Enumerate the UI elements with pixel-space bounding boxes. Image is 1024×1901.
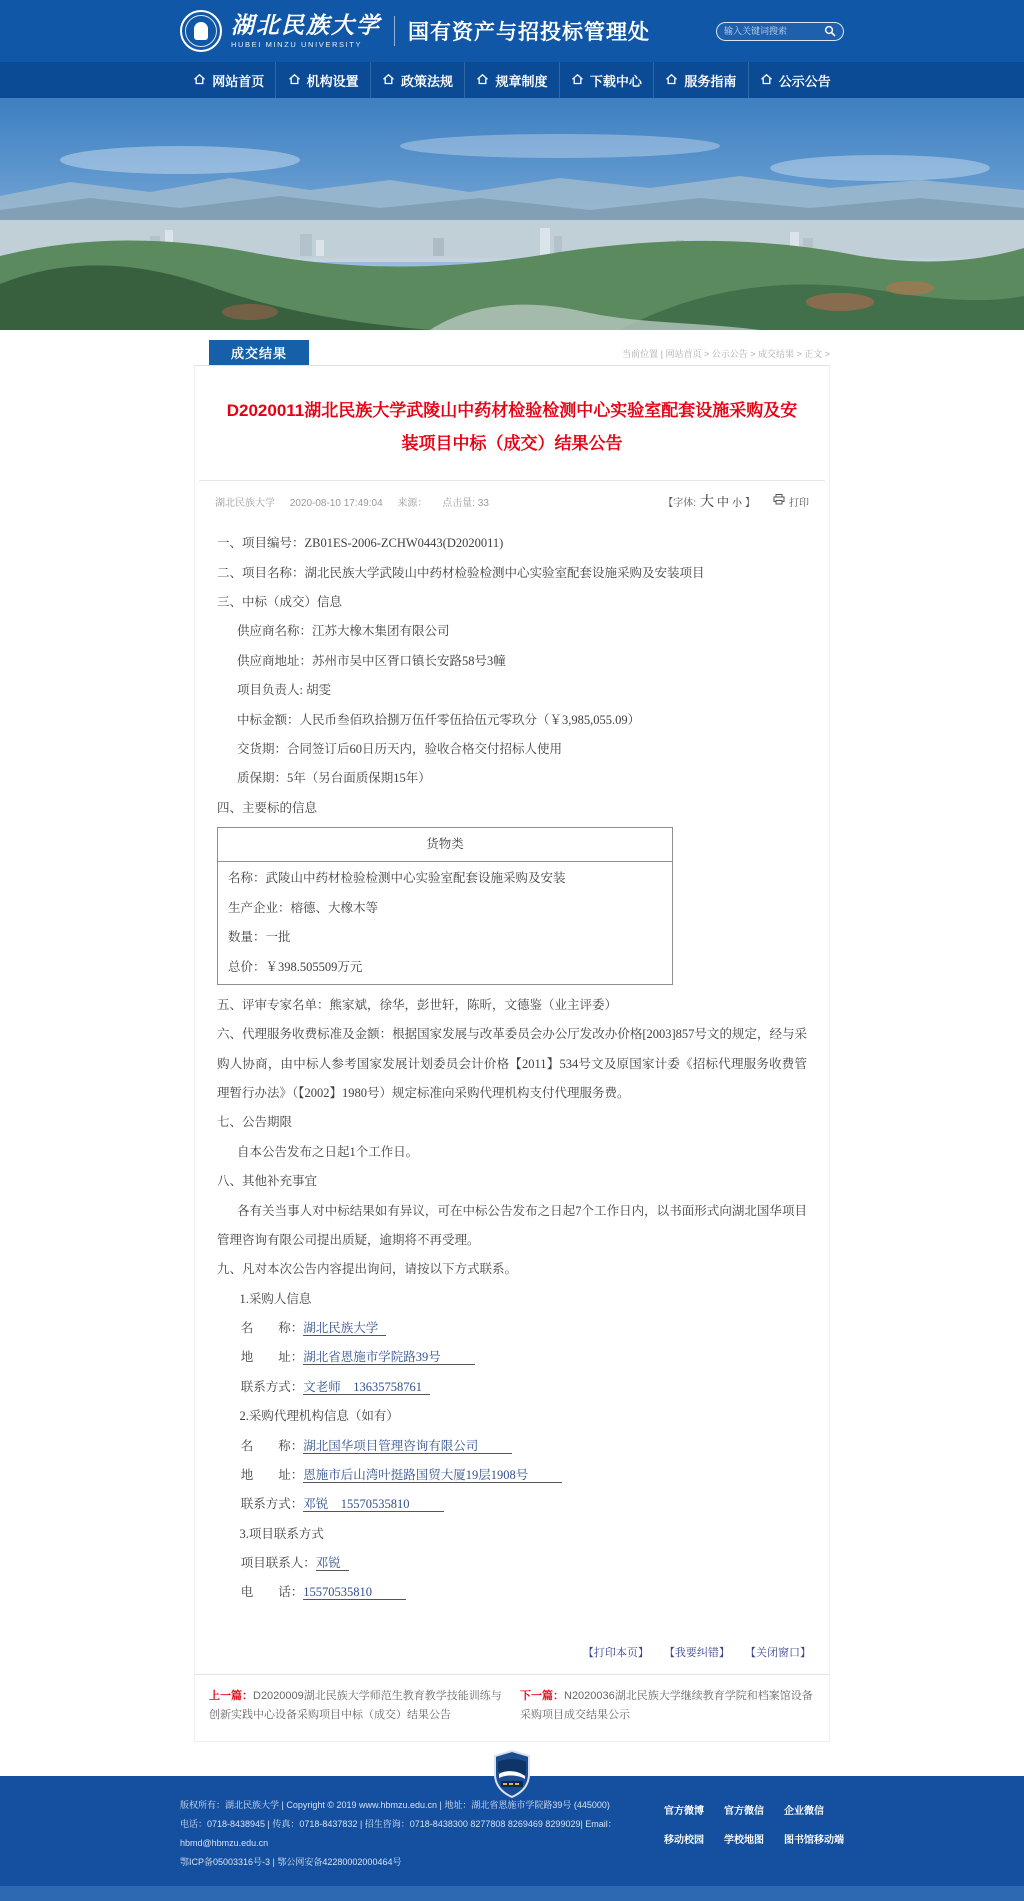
footer-link-library-mobile[interactable]: 图书馆移动端 [784, 1835, 844, 1847]
goods-row-quantity: 数量：一批 [228, 930, 291, 945]
paragraph-project-manager: 项目负责人: 胡雯 [237, 683, 332, 698]
contact-label: 名 称： [240, 1438, 304, 1453]
tab-deal-results: 成交结果 [209, 340, 309, 365]
nav-item-org[interactable] [275, 62, 369, 98]
search-input[interactable] [724, 26, 824, 36]
print-button[interactable] [773, 494, 809, 509]
footer-link-campus-map[interactable]: 学校地图 [724, 1835, 764, 1847]
contact-label: 项目联系人： [240, 1556, 316, 1571]
prev-label: 上一篇： [209, 1689, 253, 1702]
nav-label: 政策法规 [401, 73, 454, 89]
contact-value: 邓锐 [316, 1556, 349, 1571]
contact-label: 地 址： [240, 1350, 304, 1365]
nav-item-download[interactable] [559, 62, 653, 98]
header-divider [394, 16, 395, 46]
home-icon [665, 73, 678, 88]
paragraph-award-amount: 中标金额：人民币叁佰玖拾捌万伍仟零伍拾伍元零玖分（￥3,985,055.09） [237, 712, 641, 727]
article-actions [195, 1634, 829, 1674]
paragraph-objection-note: 各有关当事人对中标结果如有异议，可在中标公告发布之日起7个工作日内，以书面形式向湖北国华项目管理咨询有限公司提出质疑，逾期将不再受理。 [217, 1203, 807, 1247]
goods-table-header: 货物类 [218, 828, 672, 862]
nav-label: 机构设置 [306, 73, 359, 89]
font-control-prefix: 【字体: [663, 497, 696, 509]
nav-item-policy[interactable] [370, 62, 464, 98]
nav-item-home[interactable] [182, 62, 275, 98]
meta-source-label: 来源： [397, 497, 428, 509]
contact-value: 湖北民族大学 [303, 1321, 386, 1336]
banner-image [0, 98, 1024, 330]
printer-icon [773, 494, 785, 508]
contact-row [217, 1432, 807, 1461]
next-article-link[interactable] [520, 1687, 815, 1726]
contact-section-buyer: 1.采购人信息 [239, 1291, 312, 1306]
footer-contact-line: 电话：0718-8438945 | 传真：0718-8437832 | 招生咨询：0718-8438300 8277808 8269469 8299029| Email：hbmd@hbmzu.edu.cn [180, 1819, 617, 1849]
paragraph-supplementary: 八、其他补充事宜 [217, 1174, 318, 1189]
footer-link-wechat[interactable]: 官方微信 [724, 1806, 764, 1818]
goods-row-name: 名称：武陵山中药材检验检测中心实验室配套设施采购及安装 [228, 871, 566, 886]
contact-row [217, 1314, 807, 1343]
paragraph-supplier-address: 供应商地址：苏州市吴中区胥口镇长安路58号3幢 [237, 653, 506, 668]
meta-source-site: 湖北民族大学 [215, 497, 275, 509]
paragraph-main-subject: 四、主要标的信息 [217, 800, 318, 815]
footer-bottom-strip [0, 1886, 1024, 1901]
prev-next-nav [195, 1674, 829, 1742]
goods-row-manufacturer: 生产企业：榕德、大橡木等 [228, 900, 379, 915]
home-icon [571, 73, 584, 88]
contact-row [217, 1490, 807, 1519]
print-label: 打印 [789, 497, 809, 509]
print-page-button[interactable]: 【打印本页】 [582, 1646, 649, 1659]
close-window-button[interactable]: 【关闭窗口】 [745, 1646, 811, 1659]
nav-label: 网站首页 [212, 73, 265, 89]
report-error-button[interactable]: 【我要纠错】 [663, 1646, 730, 1659]
nav-item-rules[interactable] [464, 62, 558, 98]
home-icon [382, 73, 395, 88]
contact-value: 湖北省恩施市学院路39号 [303, 1350, 475, 1365]
home-icon [193, 73, 206, 88]
font-control-suffix: 】 [745, 498, 755, 510]
contact-row [217, 1461, 807, 1490]
nav-label: 下载中心 [589, 73, 642, 89]
meta-hits: 点击量: 33 [442, 497, 489, 509]
content-area [194, 330, 830, 1742]
nav-label: 服务指南 [684, 73, 737, 89]
contact-label: 联系方式： [240, 1379, 304, 1394]
prev-text: D2020009湖北民族大学师范生教育教学技能训练与创新实践中心设备采购项目中标（成交）结果公告 [209, 1689, 502, 1722]
font-size-large-button[interactable]: 大 [699, 493, 714, 510]
contact-label: 名 称： [240, 1321, 304, 1336]
meta-datetime: 2020-08-10 17:49:04 [289, 497, 383, 509]
home-icon [288, 73, 301, 88]
footer-link-weibo[interactable]: 官方微博 [664, 1806, 704, 1818]
footer-copyright-line: 版权所有：湖北民族大学 | Copyright © 2019 www.hbmzu.edu.cn | 地址：湖北省恩施市学院路39号 (445000) [180, 1800, 610, 1811]
contact-row [217, 1578, 807, 1607]
breadcrumb[interactable]: 当前位置 | 网站首页 > 公示公告 > 成交结果 > 正文 > [622, 349, 830, 359]
site-header [0, 0, 1024, 62]
contact-value: 文老师 13635758761 [303, 1380, 430, 1395]
university-name-cn: 湖北民族大学 [231, 11, 381, 39]
university-name-block [231, 13, 381, 50]
contact-value: 湖北国华项目管理咨询有限公司 [303, 1439, 512, 1454]
paragraph-project-name: 二、项目名称：湖北民族大学武陵山中药材检验检测中心实验室配套设施采购及安装项目 [217, 565, 705, 580]
paragraph-announcement-period: 七、公告期限 [217, 1115, 293, 1130]
paragraph-period-note: 自本公告发布之日起1个工作日。 [237, 1144, 419, 1159]
paragraph-supplier-name: 供应商名称：江苏大橡木集团有限公司 [237, 624, 450, 639]
next-text: N2020036湖北民族大学继续教育学院和档案馆设备采购项目成交结果公示 [520, 1689, 813, 1722]
prev-article-link[interactable] [209, 1687, 504, 1726]
paragraph-project-no: 一、项目编号：ZB01ES-2006-ZCHW0443(D2020011) [217, 536, 504, 551]
site-title: 国有资产与招投标管理处 [408, 19, 650, 44]
paragraph-award-info: 三、中标（成交）信息 [217, 595, 343, 610]
contact-value: 邓锐 15570535810 [303, 1497, 443, 1512]
site-footer [0, 1776, 1024, 1901]
paragraph-delivery: 交货期：合同签订后60日历天内，验收合格交付招标人使用 [237, 741, 563, 756]
home-icon [476, 73, 489, 88]
contact-label: 联系方式： [240, 1497, 304, 1512]
contact-value: 15570535810 [303, 1585, 406, 1600]
article-title: D2020011湖北民族大学武陵山中药材检验检测中心实验室配套设施采购及安装项目中标（成交）结果公告 [226, 401, 798, 454]
contact-value: 恩施市后山湾叶挺路国贸大厦19层1908号 [303, 1468, 562, 1483]
nav-label: 公示公告 [778, 73, 831, 89]
search-icon[interactable] [824, 25, 836, 37]
certification-badge-icon[interactable] [492, 1750, 532, 1798]
nav-label: 规章制度 [495, 73, 548, 89]
next-label: 下一篇： [520, 1689, 564, 1702]
font-size-medium-button[interactable]: 中 [716, 495, 729, 510]
footer-icp-line: 鄂ICP备05003316号-3 | 鄂公网安备42280002000464号 [180, 1856, 402, 1867]
university-name-en: HUBEI MINZU UNIVERSITY [231, 40, 363, 50]
contact-label: 电 话： [240, 1585, 304, 1600]
contact-row [217, 1549, 807, 1578]
goods-table [217, 827, 673, 985]
contact-section-agency: 2.采购代理机构信息（如有） [239, 1409, 399, 1424]
home-icon [760, 73, 773, 88]
goods-row-total-price: 总价：￥398.505509万元 [228, 959, 363, 974]
article-meta [195, 481, 829, 515]
search-box[interactable] [716, 22, 844, 41]
paragraph-agency-fee: 六、代理服务收费标准及金额：根据国家发展与改革委员会办公厅发改办价格[2003]857号文的规定，经与采购人协商，由中标人参考国家发展计划委员会计价格【2011】534号文及原国家计委《招标代理服务收费管理暂行办法》（【2002】1980号）规定标准向采购代理机构支付代理服务费。 [217, 1027, 807, 1101]
contact-label: 地 址： [240, 1467, 304, 1482]
contact-row [217, 1343, 807, 1372]
nav-item-announcements[interactable] [748, 62, 842, 98]
paragraph-contact-intro: 九、凡对本次公告内容提出询问，请按以下方式联系。 [217, 1262, 518, 1277]
paragraph-warranty: 质保期：5年（另台面质保期15年） [237, 771, 431, 786]
article-body [195, 515, 829, 1634]
footer-link-enterprise-wechat[interactable]: 企业微信 [784, 1806, 824, 1818]
nav-item-service[interactable] [653, 62, 747, 98]
contact-row [217, 1373, 807, 1402]
main-nav [0, 62, 1024, 98]
paragraph-experts: 五、评审专家名单：熊家斌，徐华，彭世轩，陈昕，文德鉴（业主评委） [217, 997, 618, 1012]
article-card [194, 366, 830, 1742]
contact-section-project: 3.项目联系方式 [239, 1526, 324, 1541]
font-size-small-button[interactable]: 小 [732, 498, 742, 510]
footer-link-mobile-campus[interactable]: 移动校园 [664, 1835, 704, 1847]
university-logo[interactable] [180, 10, 222, 52]
